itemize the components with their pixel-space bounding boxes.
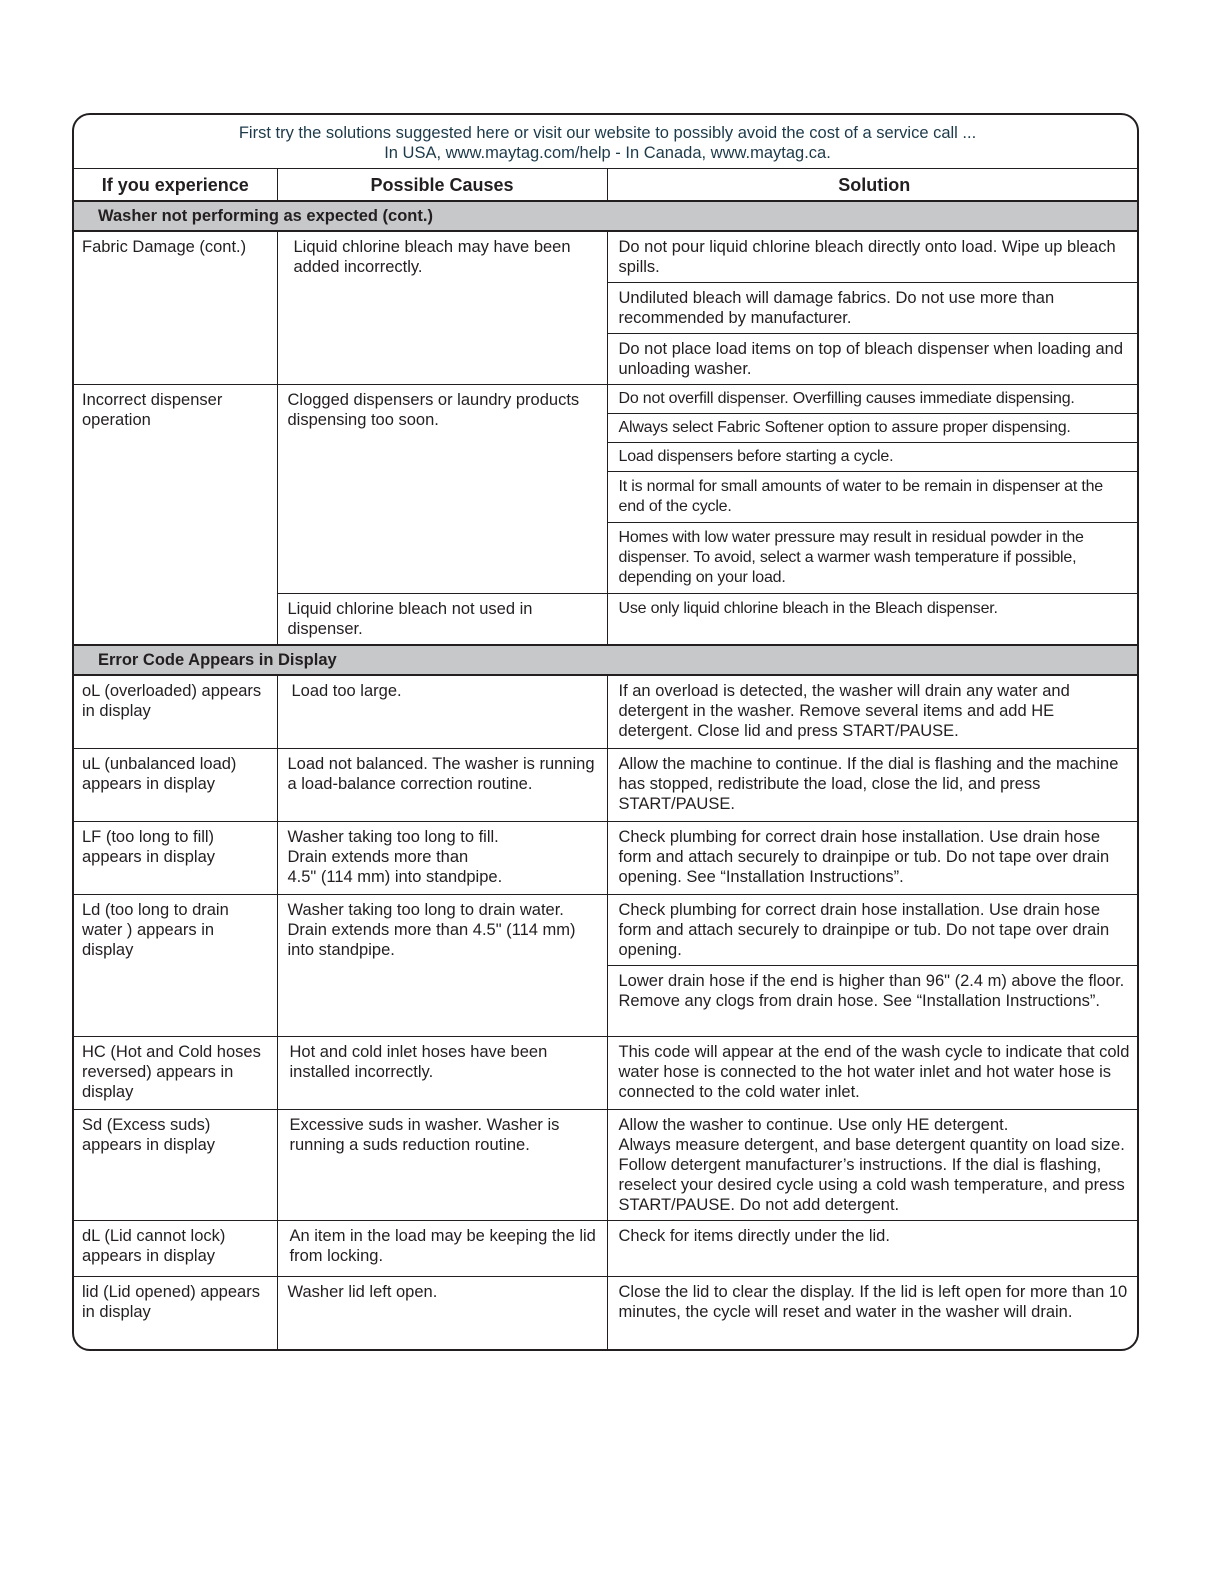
table-row bbox=[74, 895, 1139, 966]
cause-cell bbox=[277, 822, 607, 895]
experience-cell: Sd (Excess suds) appears in display bbox=[74, 1110, 277, 1221]
intro-row bbox=[74, 115, 1139, 169]
cause-line: Drain extends more than bbox=[287, 848, 469, 866]
solution-cell: Allow the machine to continue. If the dial is flashing and the machine has stopped, redistribute the load, close the lid, and press START/PAUSE. bbox=[607, 749, 1139, 822]
experience-cell: Incorrect dispenser operation bbox=[74, 385, 277, 646]
table-row bbox=[74, 822, 1139, 895]
cause-cell: Liquid chlorine bleach not used in dispenser. bbox=[277, 594, 607, 646]
solution-cell: Use only liquid chlorine bleach in the Bleach dispenser. bbox=[607, 594, 1139, 646]
cause-cell: An item in the load may be keeping the lid from locking. bbox=[277, 1221, 607, 1277]
cause-cell: Washer lid left open. bbox=[277, 1277, 607, 1350]
solution-cell: Homes with low water pressure may result in residual powder in the dispenser. To avoid, select a warmer wash temperature if possible, depending on your load. bbox=[607, 523, 1139, 594]
table-row bbox=[74, 1221, 1139, 1277]
cause-cell: Liquid chlorine bleach may have been added incorrectly. bbox=[277, 231, 607, 385]
experience-cell: Fabric Damage (cont.) bbox=[74, 231, 277, 385]
cause-line: Washer taking too long to fill. bbox=[287, 828, 499, 846]
experience-cell: uL (unbalanced load) appears in display bbox=[74, 749, 277, 822]
solution-cell: Undiluted bleach will damage fabrics. Do not use more than recommended by manufacturer. bbox=[607, 283, 1139, 334]
cause-line: 4.5" (114 mm) into standpipe. bbox=[287, 868, 503, 886]
solution-line: Always measure detergent, and base detergent quantity on load size. Follow detergent manufacturer’s instructions. If the dial is flashing, reselect your desired cycle using a cold wash temperature, and press START/PAUSE. Do not add detergent. bbox=[618, 1136, 1125, 1214]
intro-line-2: In USA, www.maytag.com/help - In Canada, www.maytag.ca. bbox=[384, 144, 831, 162]
cause-cell: Load not balanced. The washer is running a load-balance correction routine. bbox=[277, 749, 607, 822]
table-row bbox=[74, 1277, 1139, 1350]
solution-cell: Lower drain hose if the end is higher than 96" (2.4 m) above the floor. Remove any clogs from drain hose. See “Installation Instructions”. bbox=[607, 966, 1139, 1037]
experience-cell: LF (too long to fill) appears in display bbox=[74, 822, 277, 895]
troubleshooting-table bbox=[74, 115, 1139, 1349]
header-solution: Solution bbox=[607, 169, 1139, 202]
solution-cell: Always select Fabric Softener option to assure proper dispensing. bbox=[607, 414, 1139, 443]
table-row bbox=[74, 675, 1139, 749]
intro-text bbox=[74, 115, 1139, 169]
experience-cell: Ld (too long to drain water ) appears in display bbox=[74, 895, 277, 1037]
experience-cell: HC (Hot and Cold hoses reversed) appears in display bbox=[74, 1037, 277, 1110]
table-row bbox=[74, 1110, 1139, 1221]
experience-cell: dL (Lid cannot lock) appears in display bbox=[74, 1221, 277, 1277]
section-row bbox=[74, 645, 1139, 675]
solution-cell: Check plumbing for correct drain hose installation. Use drain hose form and attach securely to drainpipe or tub. Do not tape over drain opening. See “Installation Instructions”. bbox=[607, 822, 1139, 895]
section-title-error: Error Code Appears in Display bbox=[74, 645, 1139, 675]
table-row bbox=[74, 231, 1139, 283]
experience-cell: oL (overloaded) appears in display bbox=[74, 675, 277, 749]
solution-cell: Close the lid to clear the display. If the lid is left open for more than 10 minutes, the cycle will reset and water in the washer will drain. bbox=[607, 1277, 1139, 1350]
solution-cell bbox=[607, 1110, 1139, 1221]
solution-cell: This code will appear at the end of the wash cycle to indicate that cold water hose is connected to the hot water inlet and hot water hose is connected to the cold water inlet. bbox=[607, 1037, 1139, 1110]
solution-cell: Check plumbing for correct drain hose installation. Use drain hose form and attach securely to drainpipe or tub. Do not tape over drain opening. bbox=[607, 895, 1139, 966]
solution-cell: Do not place load items on top of bleach dispenser when loading and unloading washer. bbox=[607, 334, 1139, 385]
solution-cell: Load dispensers before starting a cycle. bbox=[607, 443, 1139, 472]
section-row bbox=[74, 201, 1139, 231]
troubleshooting-table-frame bbox=[72, 113, 1139, 1351]
cause-cell: Excessive suds in washer. Washer is running a suds reduction routine. bbox=[277, 1110, 607, 1221]
table-row bbox=[74, 749, 1139, 822]
cause-cell: Washer taking too long to drain water. Drain extends more than 4.5" (114 mm) into standpipe. bbox=[277, 895, 607, 1037]
solution-cell: It is normal for small amounts of water to be remain in dispenser at the end of the cycle. bbox=[607, 472, 1139, 523]
section-title-performing: Washer not performing as expected (cont.) bbox=[74, 201, 1139, 231]
experience-cell: lid (Lid opened) appears in display bbox=[74, 1277, 277, 1350]
solution-line: Allow the washer to continue. Use only HE detergent. bbox=[618, 1116, 1009, 1134]
cause-cell: Hot and cold inlet hoses have been installed incorrectly. bbox=[277, 1037, 607, 1110]
cause-cell: Clogged dispensers or laundry products dispensing too soon. bbox=[277, 385, 607, 594]
header-row bbox=[74, 169, 1139, 202]
solution-cell: If an overload is detected, the washer will drain any water and detergent in the washer. Remove several items and add HE detergent. Close lid and press START/PAUSE. bbox=[607, 675, 1139, 749]
solution-cell: Check for items directly under the lid. bbox=[607, 1221, 1139, 1277]
solution-cell: Do not overfill dispenser. Overfilling causes immediate dispensing. bbox=[607, 385, 1139, 414]
header-experience: If you experience bbox=[74, 169, 277, 202]
table-row bbox=[74, 1037, 1139, 1110]
header-causes: Possible Causes bbox=[277, 169, 607, 202]
cause-cell: Load too large. bbox=[277, 675, 607, 749]
intro-line-1: First try the solutions suggested here or visit our website to possibly avoid the cost of a service call ... bbox=[238, 124, 977, 142]
solution-cell: Do not pour liquid chlorine bleach directly onto load. Wipe up bleach spills. bbox=[607, 231, 1139, 283]
table-row bbox=[74, 385, 1139, 414]
